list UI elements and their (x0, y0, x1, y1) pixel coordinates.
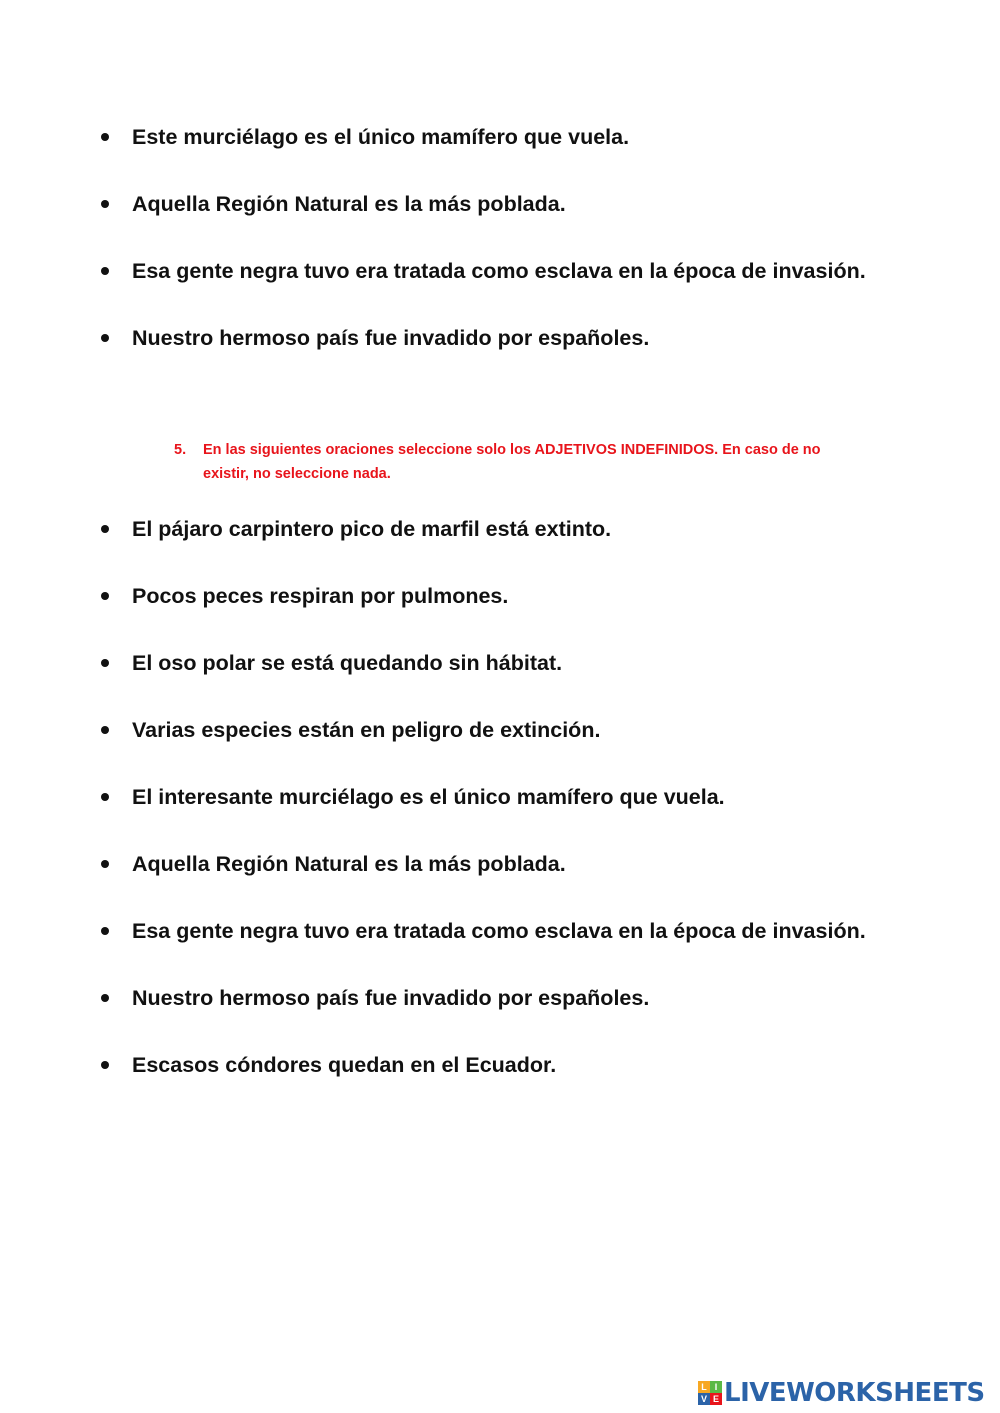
bullet-icon (101, 133, 109, 141)
sentence-text[interactable]: Pocos peces respiran por pulmones. (132, 584, 509, 608)
sentence-list-2 (0, 509, 1000, 1112)
bullet-icon (101, 659, 109, 667)
list-item (0, 978, 1000, 1045)
bullet-icon (101, 334, 109, 342)
liveworksheets-logo (698, 1377, 985, 1409)
list-item (0, 509, 1000, 576)
bullet-icon (101, 994, 109, 1002)
bullet-icon (101, 793, 109, 801)
sentence-text[interactable]: Escasos cóndores quedan en el Ecuador. (132, 1053, 557, 1077)
list-item (0, 318, 1000, 385)
list-item (0, 1045, 1000, 1112)
sentence-text[interactable]: El pájaro carpintero pico de marfil está extinto. (132, 517, 612, 541)
sentence-text[interactable]: El interesante murciélago es el único mamífero que vuela. (132, 785, 725, 809)
sentence-text[interactable]: Esa gente negra tuvo era tratada como esclava en la época de invasión. (132, 919, 866, 943)
instruction-text: En las siguientes oraciones seleccione solo los ADJETIVOS INDEFINIDOS. En caso de no existir, no seleccione nada. (203, 442, 821, 482)
bullet-icon (101, 525, 109, 533)
bullet-icon (101, 1061, 109, 1069)
sentence-text[interactable]: Aquella Región Natural es la más poblada. (132, 852, 566, 876)
list-item (0, 576, 1000, 643)
bullet-icon (101, 267, 109, 275)
list-item (0, 251, 1000, 318)
bullet-icon (101, 860, 109, 868)
logo-mark-letter: E (710, 1393, 722, 1405)
bullet-icon (101, 592, 109, 600)
list-item (0, 844, 1000, 911)
list-item (0, 777, 1000, 844)
list-item (0, 184, 1000, 251)
sentence-text[interactable]: Aquella Región Natural es la más poblada. (132, 192, 566, 216)
instruction (174, 438, 854, 486)
list-item (0, 710, 1000, 777)
list-item (0, 117, 1000, 184)
sentence-text[interactable]: Nuestro hermoso país fue invadido por españoles. (132, 986, 650, 1010)
bullet-icon (101, 927, 109, 935)
logo-text: LIVEWORKSHEETS (724, 1378, 985, 1408)
bullet-icon (101, 726, 109, 734)
logo-mark-letter: I (710, 1381, 722, 1393)
sentence-text[interactable]: Este murciélago es el único mamífero que vuela. (132, 125, 630, 149)
logo-mark-letter: V (698, 1393, 710, 1405)
logo-mark-icon (698, 1381, 722, 1405)
sentence-text[interactable]: Esa gente negra tuvo era tratada como esclava en la época de invasión. (132, 259, 866, 283)
list-item (0, 643, 1000, 710)
sentence-text[interactable]: Nuestro hermoso país fue invadido por españoles. (132, 326, 650, 350)
list-item (0, 911, 1000, 978)
sentence-text[interactable]: El oso polar se está quedando sin hábitat. (132, 651, 563, 675)
logo-mark-letter: L (698, 1381, 710, 1393)
instruction-number: 5. (174, 442, 187, 458)
sentence-text[interactable]: Varias especies están en peligro de extinción. (132, 718, 601, 742)
sentence-list-1 (0, 117, 1000, 385)
bullet-icon (101, 200, 109, 208)
